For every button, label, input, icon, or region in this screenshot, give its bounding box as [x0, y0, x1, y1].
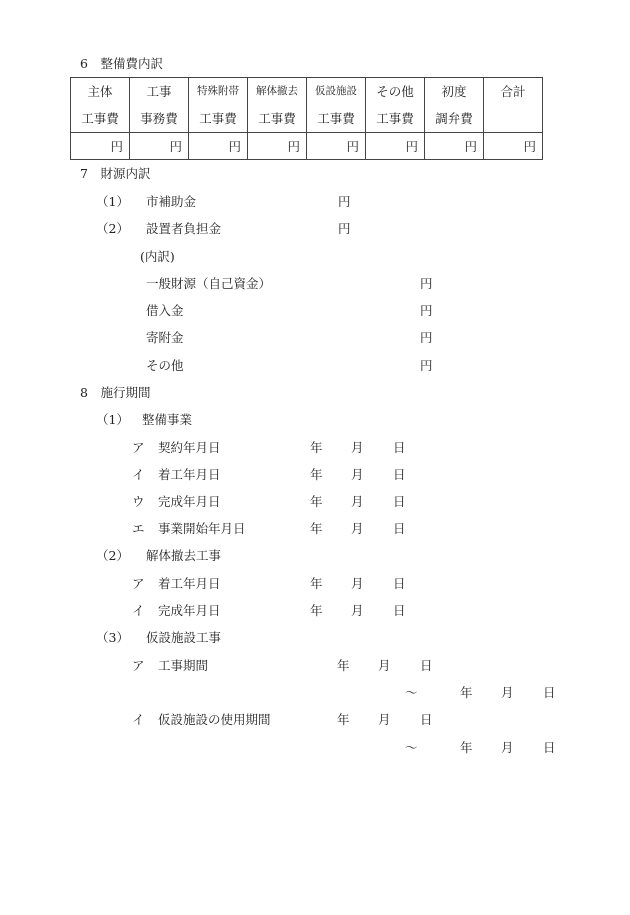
month-unit: 月: [501, 685, 514, 700]
year-unit: 年: [310, 467, 323, 482]
value-cell[interactable]: 円: [189, 133, 248, 160]
item-label: 設置者負担金: [146, 221, 222, 236]
month-unit: 月: [351, 576, 364, 591]
section8-title: 8 施行期間: [80, 385, 151, 400]
cost-breakdown-table: [70, 77, 543, 160]
year-unit: 年: [310, 440, 323, 455]
month-unit: 月: [351, 494, 364, 509]
sub-title: 仮設施設工事: [146, 630, 222, 645]
row-mark: イ: [132, 603, 145, 618]
row-label: 事業開始年月日: [158, 521, 246, 536]
item-unit: 円: [338, 221, 351, 236]
month-unit: 月: [351, 440, 364, 455]
header-cell: 初度 調弁費: [425, 78, 484, 133]
month-unit: 月: [351, 467, 364, 482]
year-unit: 年: [337, 658, 350, 673]
item-unit: 円: [338, 194, 351, 209]
month-unit: 月: [501, 740, 514, 755]
header-cell: 主体 工事費: [71, 78, 130, 133]
item-number: （1）: [96, 194, 129, 209]
day-unit: 日: [420, 712, 433, 727]
value-cell[interactable]: 円: [307, 133, 366, 160]
row-label: 仮設施設の使用期間: [158, 712, 271, 727]
row-mark: イ: [132, 712, 145, 727]
breakdown-unit: 円: [420, 303, 433, 318]
breakdown-label: 寄附金: [146, 330, 184, 345]
year-unit: 年: [310, 521, 323, 536]
item-number: （2）: [96, 221, 129, 236]
day-unit: 日: [393, 467, 406, 482]
day-unit: 日: [393, 521, 406, 536]
breakdown-unit: 円: [420, 276, 433, 291]
sub-number: （2）: [96, 548, 129, 563]
row-label: 工事期間: [158, 658, 209, 673]
row-mark: イ: [132, 467, 145, 482]
sub-number: （1）: [96, 412, 129, 427]
header-cell: 仮設施設 工事費: [307, 78, 366, 133]
year-unit: 年: [310, 576, 323, 591]
row-mark: ア: [132, 658, 145, 673]
sub-title: 解体撤去工事: [146, 548, 222, 563]
value-cell[interactable]: 円: [425, 133, 484, 160]
section6-title: 6 整備費内訳: [80, 56, 163, 71]
header-cell: 特殊附帯 工事費: [189, 78, 248, 133]
header-cell: 工事 事務費: [130, 78, 189, 133]
table-header-row: [71, 78, 543, 133]
row-label: 着工年月日: [158, 576, 221, 591]
sub-number: （3）: [96, 630, 129, 645]
year-unit: 年: [460, 685, 473, 700]
value-cell[interactable]: 円: [366, 133, 425, 160]
day-unit: 日: [393, 576, 406, 591]
row-label: 完成年月日: [158, 603, 221, 618]
month-unit: 月: [351, 603, 364, 618]
item-label: 市補助金: [146, 194, 197, 209]
header-cell: 合計: [484, 78, 543, 133]
year-unit: 年: [310, 494, 323, 509]
header-cell: 解体撤去 工事費: [248, 78, 307, 133]
sub-title: 整備事業: [142, 412, 193, 427]
day-unit: 日: [420, 658, 433, 673]
month-unit: 月: [378, 658, 391, 673]
day-unit: 日: [393, 603, 406, 618]
value-cell[interactable]: 円: [484, 133, 543, 160]
breakdown-label: (内訳): [140, 249, 175, 264]
row-label: 契約年月日: [158, 440, 221, 455]
year-unit: 年: [460, 740, 473, 755]
breakdown-label: その他: [146, 358, 184, 373]
table-value-row: [71, 133, 543, 160]
day-unit: 日: [393, 440, 406, 455]
breakdown-label: 借入金: [146, 303, 184, 318]
breakdown-label: 一般財源（自己資金）: [146, 276, 272, 291]
row-label: 着工年月日: [158, 467, 221, 482]
range-tilde: ～: [405, 685, 418, 700]
row-label: 完成年月日: [158, 494, 221, 509]
value-cell[interactable]: 円: [71, 133, 130, 160]
breakdown-unit: 円: [420, 330, 433, 345]
breakdown-unit: 円: [420, 358, 433, 373]
row-mark: エ: [132, 521, 145, 536]
row-mark: ア: [132, 440, 145, 455]
section7-title: 7 財源内訳: [80, 166, 151, 181]
row-mark: ア: [132, 576, 145, 591]
month-unit: 月: [378, 712, 391, 727]
header-cell: その他 工事費: [366, 78, 425, 133]
day-unit: 日: [543, 740, 556, 755]
month-unit: 月: [351, 521, 364, 536]
day-unit: 日: [393, 494, 406, 509]
value-cell[interactable]: 円: [130, 133, 189, 160]
year-unit: 年: [310, 603, 323, 618]
year-unit: 年: [337, 712, 350, 727]
day-unit: 日: [543, 685, 556, 700]
row-mark: ウ: [132, 494, 145, 509]
range-tilde: ～: [405, 740, 418, 755]
value-cell[interactable]: 円: [248, 133, 307, 160]
